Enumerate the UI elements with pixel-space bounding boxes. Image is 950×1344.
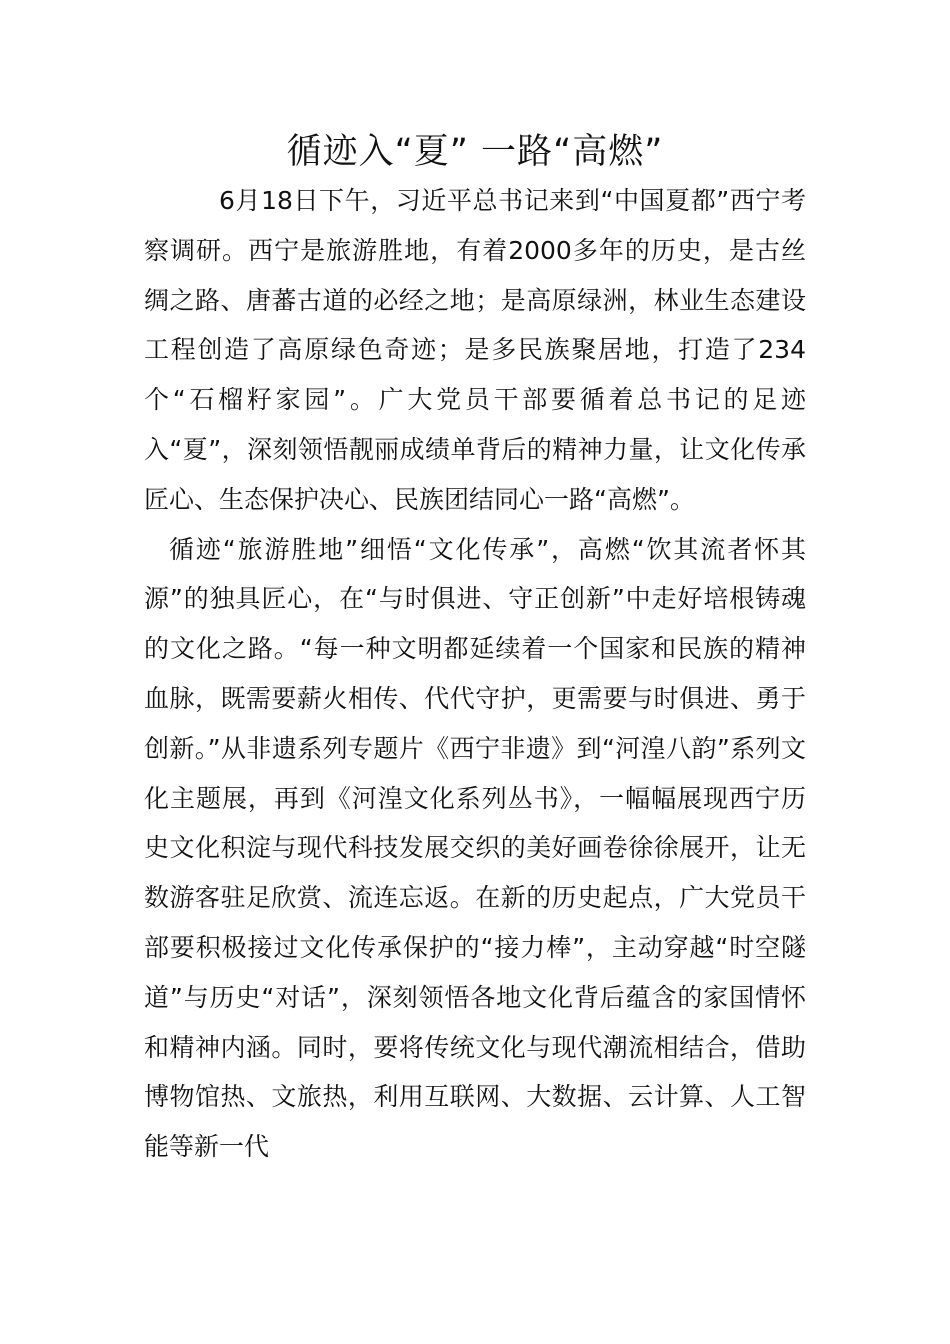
paragraph-1: 6月18日下午，习近平总书记来到“中国夏都”西宁考察调研。西宁是旅游胜地，有着2000多年的历史，是古丝绸之路、唐蕃古道的必经之地；是高原绿洲，林业生态建设工程创造了高原绿色奇迹；是多民族聚居地，打造了234个“石榴籽家园”。广大党员干部要循着总书记的足迹入“夏”，深刻领悟靓丽成绩单背后的精神力量，让文化传承匠心、生态保护决心、民族团结同心一路“高燃”。: [144, 186, 806, 514]
document-title: 循迹入“夏” 一路“高燃”: [286, 132, 664, 172]
document-body: [144, 176, 806, 1172]
paragraph-2: 循迹“旅游胜地”细悟“文化传承”，高燃“饮其流者怀其源”的独具匠心，在“与时俱进、守正创新”中走好培根铸魂的文化之路。“每一种文明都延续着一个国家和民族的精神血脉，既需要薪火相传、代代守护，更需要与时俱进、勇于创新。”从非遗系列专题片《西宁非遗》到“河湟八韵”系列文化主题展，再到《河湟文化系列丛书》，一幅幅展现西宁历史文化积淀与现代科技发展交织的美好画卷徐徐展开，让无数游客驻足欣赏、流连忘返。在新的历史起点，广大党员干部要积极接过文化传承保护的“接力棒”，主动穿越“时空隧道”与历史“对话”，深刻领悟各地文化背后蕴含的家国情怀和精神内涵。同时，要将传统文化与现代潮流相结合，借助博物馆热、文旅热，利用互联网、大数据、云计算、人工智能等新一代: [144, 534, 806, 1162]
